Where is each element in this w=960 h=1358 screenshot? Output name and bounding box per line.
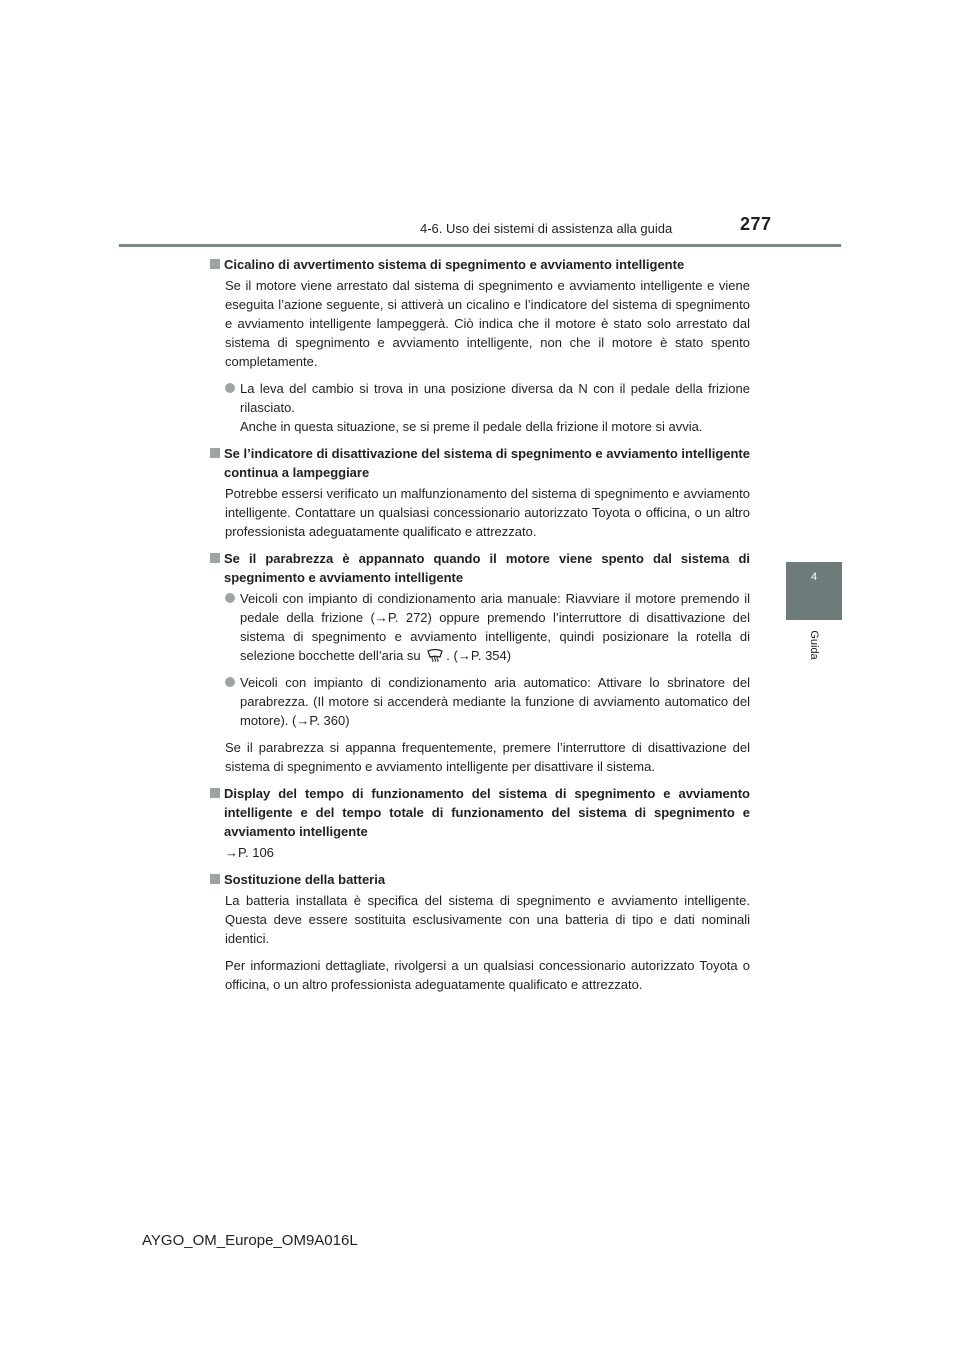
bullet-item — [210, 673, 750, 730]
square-bullet-icon — [210, 788, 220, 798]
chapter-tab-number: 4 — [786, 562, 842, 620]
bullet-text: La leva del cambio si trova in una posizione diversa da N con il pedale della frizione rilasciato. — [240, 381, 750, 415]
section-heading — [210, 444, 750, 482]
bullet-text-tail: . (→P. 354) — [446, 648, 512, 663]
document-code: AYGO_OM_Europe_OM9A016L — [142, 1232, 358, 1249]
section-windshield-fogged — [210, 549, 750, 776]
bullet-text: Veicoli con impianto di condizionamento aria automatico: Attivare lo sbrinatore del parabrezza. (Il motore si accenderà mediante la funzione di avviamento automatico del motore). (→P. 360) — [240, 675, 750, 728]
bullet-text: Veicoli con impianto di condizionamento aria manuale: Riavviare il motore premendo il pedale della frizione (→P. 272) oppure premendo l’interruttore di disattivazione del sistema di spegnimento e avviamento intelligente, quindi posizionare la rotella di selezione bocchette dell’aria su — [240, 591, 750, 663]
section-paragraph: La batteria installata è specifica del sistema di spegnimento e avviamento intelligente. Questa deve essere sostituita esclusivamente con una batteria di tipo e dati nominali identici. — [225, 893, 750, 946]
bullet-item — [210, 589, 750, 665]
section-paragraph: Potrebbe essersi verificato un malfunzionamento del sistema di spegnimento e avviamento intelligente. Contattare un qualsiasi concessionario autorizzato Toyota o officina, o un altro professionista adeguatamente qualificato e attrezzato. — [225, 486, 750, 539]
windshield-defroster-icon — [426, 648, 444, 662]
section-heading-text: Se il parabrezza è appannato quando il motore viene spento dal sistema di spegnimento e avviamento intelligente — [224, 551, 750, 585]
section-heading-text: Sostituzione della batteria — [224, 872, 386, 887]
square-bullet-icon — [210, 448, 220, 458]
section-operation-time-display — [210, 784, 750, 862]
bullet-text-continued: Anche in questa situazione, se si preme il pedale della frizione il motore si avvia. — [240, 419, 703, 434]
round-bullet-icon — [225, 593, 235, 603]
bullet-item — [210, 379, 750, 436]
square-bullet-icon — [210, 553, 220, 563]
section-heading — [210, 549, 750, 587]
page-reference: →P. 106 — [225, 845, 274, 860]
section-heading — [210, 870, 750, 889]
page-content — [210, 255, 750, 1002]
section-paragraph: Per informazioni dettagliate, rivolgersi a un qualsiasi concessionario autorizzato Toyota o officina, o un altro professionista adeguatamente qualificato e attrezzato. — [225, 958, 750, 992]
section-indicator-flashing — [210, 444, 750, 541]
page-number: 277 — [740, 214, 772, 234]
round-bullet-icon — [225, 677, 235, 687]
section-heading — [210, 784, 750, 841]
header-divider — [119, 244, 841, 247]
section-heading-text: Se l’indicatore di disattivazione del sistema di spegnimento e avviamento intelligente continua a lampeggiare — [224, 446, 750, 480]
square-bullet-icon — [210, 259, 220, 269]
round-bullet-icon — [225, 383, 235, 393]
header-section-title: 4-6. Uso dei sistemi di assistenza alla guida — [420, 221, 673, 236]
section-buzzer-warning — [210, 255, 750, 436]
section-paragraph: Se il motore viene arrestato dal sistema di spegnimento e avviamento intelligente e viene eseguita l’azione seguente, si attiverà un cicalino e l’indicatore del sistema di spegnimento e avviamento intelligente lampeggerà. Ciò indica che il motore è stato solo arrestato dal sistema di spegnimento e avviamento intelligente, non che il motore è stato spento completamente. — [225, 278, 750, 369]
section-heading-text: Cicalino di avvertimento sistema di spegnimento e avviamento intelligente — [224, 257, 685, 272]
chapter-tab-label — [786, 622, 842, 668]
section-heading — [210, 255, 750, 274]
section-paragraph: Se il parabrezza si appanna frequentemente, premere l’interruttore di disattivazione del sistema di spegnimento e avviamento intelligente per disattivare il sistema. — [225, 740, 750, 774]
chapter-tab-label-text: Guida — [808, 630, 820, 660]
section-battery-replacement — [210, 870, 750, 994]
square-bullet-icon — [210, 874, 220, 884]
section-heading-text: Display del tempo di funzionamento del sistema di spegnimento e avviamento intelligente e del tempo totale di funzionamento del sistema di spegnimento e avviamento intelligente — [224, 786, 750, 839]
